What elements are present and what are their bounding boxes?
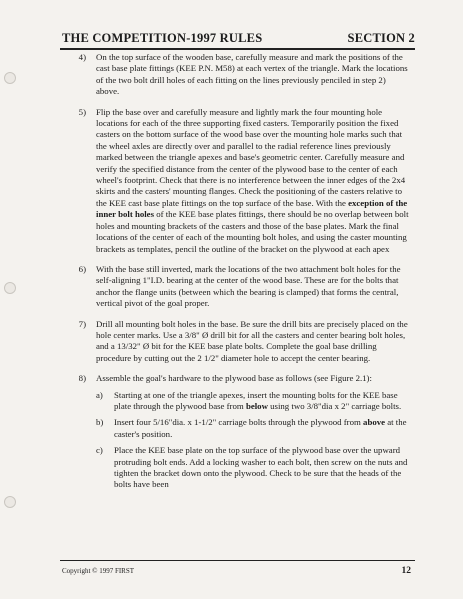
substep-text-part: using two 3/8"dia x 2" carriage bolts. — [267, 400, 402, 411]
step-number: 5) — [78, 106, 86, 117]
substep-text — [114, 417, 411, 440]
binder-hole — [4, 72, 16, 84]
substep-b — [96, 417, 411, 440]
substep-text-part: Starting at one of the triangle apexes, insert the mounting bolts for the KEE base plate through the plywood base from — [114, 389, 398, 411]
step-text: On the top surface of the wooden base, carefully measure and mark the positions of the cast base plate fittings (KEE P.N. M58) at each vertex of the triangle. Mark the locations of the two bolt drill holes of each fitting on the lines previously penciled in step 2) above. — [96, 52, 408, 97]
step-number: 4) — [78, 52, 86, 62]
step-text: With the base still inverted, mark the locations of the two attachment bolt holes for the self-aligning 1"I.D. bearing at the center of the wood base. These are for the bolts that anchor the flange units (between which the bearing is clamped) that forms the central, vertical pivot of the goal proper. — [96, 263, 401, 309]
substep-letter: a) — [96, 389, 103, 400]
step-text: Drill all mounting bolt holes in the base. Be sure the drill bits are precisely placed on the hole center marks. Use a 3/8" Ø drill bit for all the casters and center bearing bolt holes, and a 13/32" Ø bit for the KEE base plate bolts. Complete the goal base drilling procedure by cutting out the 2 1/2" diameter hole to accept the center bearing. — [96, 318, 408, 363]
substep-letter: b) — [96, 417, 104, 428]
section-label: SECTION 2 — [347, 31, 415, 45]
step-number: 6) — [78, 263, 86, 274]
substep-text-part: at the caster's position. — [114, 417, 407, 439]
step-number: 7) — [78, 318, 86, 329]
substep-c — [96, 445, 411, 491]
substep-emphasis: above — [363, 417, 386, 428]
step-number: 8) — [78, 373, 86, 384]
header-divider — [60, 48, 415, 50]
binder-hole — [4, 496, 16, 508]
page-number: 12 — [401, 566, 411, 576]
substep-a — [96, 390, 411, 413]
copyright-notice: Copyright © 1997 FIRST — [62, 567, 135, 575]
step-5 — [60, 107, 411, 255]
step-text-part: Flip the base over and carefully measure and lightly mark the four mounting hole locations for each of the three supporting fixed casters. Temporarily position the fixed casters on the bottom surface of the wood base over the mounting hole marks such that the wheel axles are directly over and parallel to the radial reference lines previously marked between the triangle apexes and base's geometric center. Carefully measure and verify the specified distance from the center of the plywood base to the center of each wheel's footprint. Check that there is no interference between the inner edges of the 2x4 skirts and the casters' mounting flanges. Check the positioning of the casters relative to the KEE cast base plate fittings on the top surface of the base. With the — [96, 106, 406, 208]
step-text — [96, 107, 411, 255]
step-7 — [60, 319, 411, 365]
page-header — [62, 31, 415, 46]
substep-text — [114, 390, 411, 413]
step-8 — [60, 373, 411, 491]
footer-divider — [60, 560, 415, 561]
step-intro: Assemble the goal's hardware to the plywood base as follows (see Figure 2.1): — [96, 373, 372, 384]
step-text-emphasis: exception of the inner bolt holes — [96, 197, 408, 220]
binder-hole — [4, 282, 16, 294]
step-text — [96, 373, 411, 491]
document-title: THE COMPETITION-1997 RULES — [62, 31, 263, 45]
substep-letter: c) — [96, 445, 103, 456]
substep-text-part: Insert four 5/16"dia. x 1-1/2" carriage bolts through the plywood from — [114, 417, 364, 428]
page-footer — [62, 566, 411, 576]
substep-emphasis: below — [245, 400, 268, 411]
substep-text: Place the KEE base plate on the top surface of the plywood base over the upward protruding bolt ends. Add a locking washer to each bolt, then screw on the nuts and tighten the bracket down onto the plywood. Check to be sure that the heads of the bolts have been — [114, 445, 408, 490]
step-text-part: of the KEE base plates fittings, there should be no overlap between bolt holes and mounting brackets of the casters and those of the base plates. Mark the final locations of the center of each of the mounting bolt holes, and using the caster mounting brackets as templates, pencil the outline of the bracket on the plywood at each apex — [96, 209, 409, 254]
rules-body — [60, 52, 411, 500]
step-6 — [60, 264, 411, 310]
step-4 — [60, 52, 411, 98]
